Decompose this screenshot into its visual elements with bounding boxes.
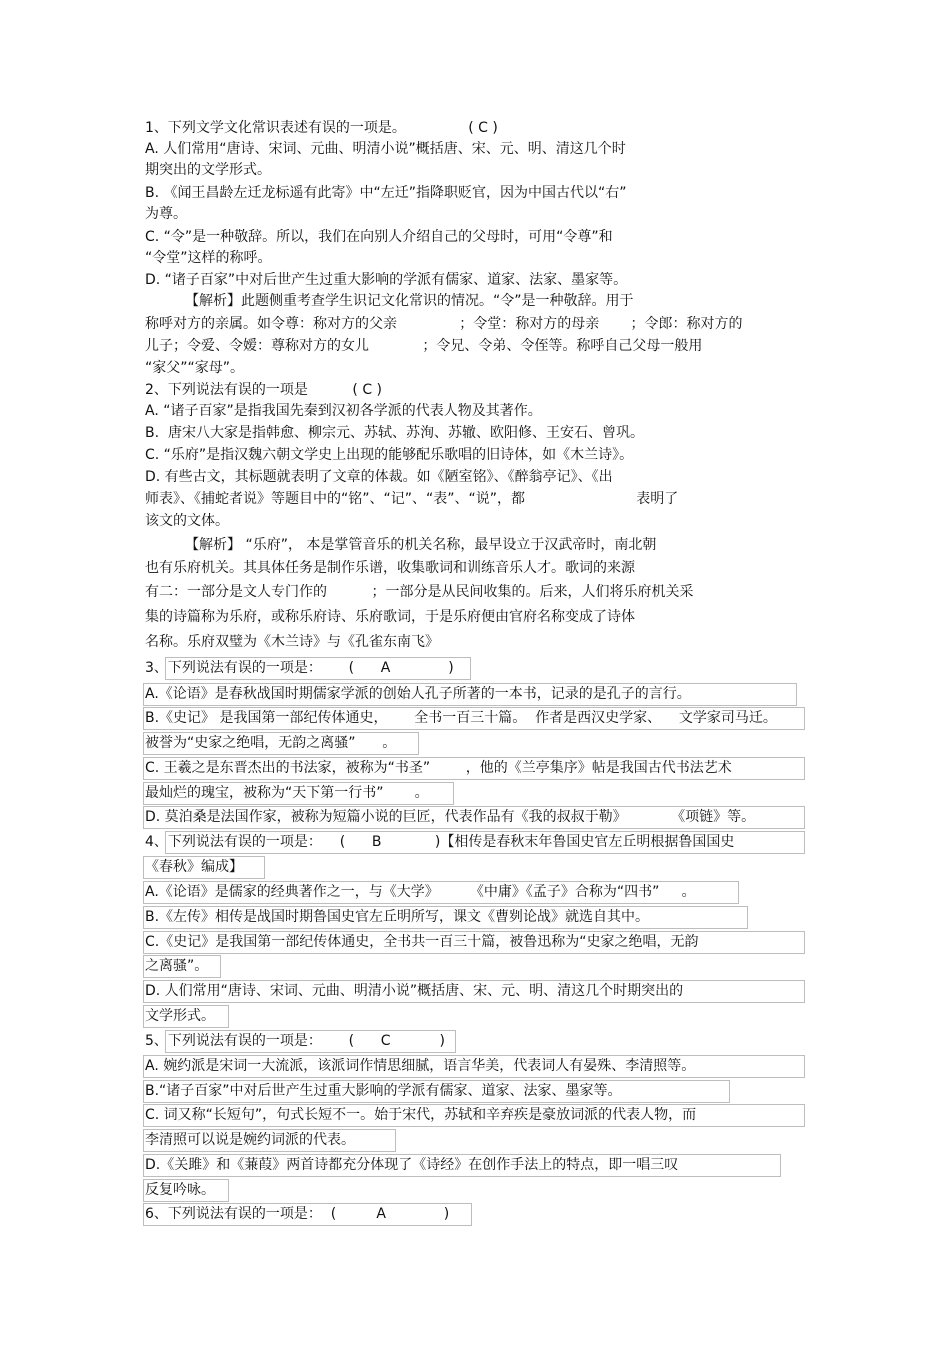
text-line: 文学形式。 [145,1008,215,1024]
text-line: 儿子；令爱、令嫒：尊称对方的女儿 ；令兄、令弟、令侄等。称呼自己父母一般用 [145,338,703,354]
text-line: 6、下列说法有误的一项是： ( A ) [145,1206,450,1222]
text-line: D. 莫泊桑是法国作家，被称为短篇小说的巨匠，代表作品有《我的叔叔于勒》 《项链》等。 [145,809,756,825]
text-line: 5、下列说法有误的一项是： ( C ) [145,1033,445,1049]
text-line: 称呼对方的亲属。如令尊：称对方的父亲 ；令堂：称对方的母亲 ；令郎：称对方的 [145,316,743,332]
text-line: B.《左传》相传是战国时期鲁国史官左丘明所写，课文《曹刿论战》就选自其中。 [145,909,650,925]
text-line: 也有乐府机关。其具体任务是制作乐谱，收集歌词和训练音乐人才。歌词的来源 [145,560,635,576]
text-line: A.《论语》是儒家的经典著作之一，与《大学》 《中庸》《孟子》合称为“四书” 。 [145,884,696,900]
text-line: 被誉为“史家之绝唱，无韵之离骚” 。 [145,735,397,751]
text-line: 【解析】 “乐府”， 本是掌管音乐的机关名称，最早设立于汉武帝时，南北朝 [185,537,657,553]
text-line: C. 词又称“长短句”，句式长短不一。始于宋代，苏轼和辛弃疾是豪放词派的代表人物，而 [145,1107,697,1123]
text-line: “家父”“家母”。 [145,360,245,376]
text-line: 之离骚”。 [145,958,209,974]
text-line: D. “诸子百家”中对后世产生过重大影响的学派有儒家、道家、法家、墨家等。 [145,272,628,288]
text-line: 期突出的文学形式。 [145,162,271,178]
text-line: 1、下列文学文化常识表述有误的一项是。 ( C ) [145,120,498,136]
text-line: 集的诗篇称为乐府，或称乐府诗、乐府歌词，于是乐府便由官府名称变成了诗体 [145,609,635,625]
text-line: D. 人们常用“唐诗、宋词、元曲、明清小说”概括唐、宋、元、明、清这几个时期突出的 [145,983,684,999]
text-line: A. “诸子百家”是指我国先秦到汉初各学派的代表人物及其著作。 [145,403,542,419]
text-line: 名称。乐府双璧为《木兰诗》与《孔雀东南飞》 [145,634,439,650]
text-line: “令堂”这样的称呼。 [145,250,272,266]
text-line: 最灿烂的瑰宝，被称为“天下第一行书” 。 [145,785,429,801]
text-line: C. 王羲之是东晋杰出的书法家，被称为“书圣” ，他的《兰亭集序》帖是我国古代书法艺术 [145,760,732,776]
text-line: A.《论语》是春秋战国时期儒家学派的创始人孔子所著的一本书，记录的是孔子的言行。 [145,686,691,702]
text-line: 4、下列说法有误的一项是： ( B )【相传是春秋末年鲁国史官左丘明根据鲁国国史 [145,834,735,850]
text-line: C. “乐府”是指汉魏六朝文学史上出现的能够配乐歌唱的旧诗体，如《木兰诗》。 [145,447,634,463]
text-line: B. 《闻王昌龄左迁龙标遥有此寄》中“左迁”指降职贬官，因为中国古代以“右” [145,185,627,201]
text-line: B.“诸子百家”中对后世产生过重大影响的学派有儒家、道家、法家、墨家等。 [145,1083,622,1099]
text-line: C.《史记》是我国第一部纪传体通史，全书共一百三十篇，被鲁迅称为“史家之绝唱，无韵 [145,934,699,950]
text-line: 李清照可以说是婉约词派的代表。 [145,1132,355,1148]
text-line: 师表》、《捕蛇者说》等题目中的“铭”、“记”、“表”、“说”，都 表明了 [145,491,679,507]
text-line: B.《史记》 是我国第一部纪传体通史， 全书一百三十篇。 作者是西汉史学家、 文学家司马迁。 [145,710,777,726]
text-line: 《春秋》编成】 [145,859,243,875]
text-line: 为尊。 [145,206,187,222]
text-line: 反复吟咏。 [145,1182,215,1198]
text-line: C. “令”是一种敬辞。所以，我们在向别人介绍自己的父母时，可用“令尊”和 [145,229,613,245]
text-line: D. 有些古文，其标题就表明了文章的体裁。如《陋室铭》、《醉翁亭记》、《出 [145,469,613,485]
text-line: B. 唐宋八大家是指韩愈、柳宗元、苏轼、苏洵、苏辙、欧阳修、王安石、曾巩。 [145,425,644,441]
text-line: 该文的文体。 [145,513,229,529]
text-line: 有二：一部分是文人专门作的 ；一部分是从民间收集的。后来，人们将乐府机关采 [145,584,694,600]
text-line: D.《关雎》和《蒹葭》两首诗都充分体现了《诗经》在创作手法上的特点，即一唱三叹 [145,1157,679,1173]
text-line: 【解析】此题侧重考查学生识记文化常识的情况。“令”是一种敬辞。用于 [185,293,634,309]
text-line: 2、下列说法有误的一项是 ( C ) [145,382,383,398]
text-line: A. 婉约派是宋词一大流派，该派词作情思细腻，语言华美，代表词人有晏殊、李清照等。 [145,1058,696,1074]
text-line: 3、下列说法有误的一项是： ( A ) [145,660,454,676]
text-line: A. 人们常用“唐诗、宋词、元曲、明清小说”概括唐、宋、元、明、清这几个时 [145,141,626,157]
